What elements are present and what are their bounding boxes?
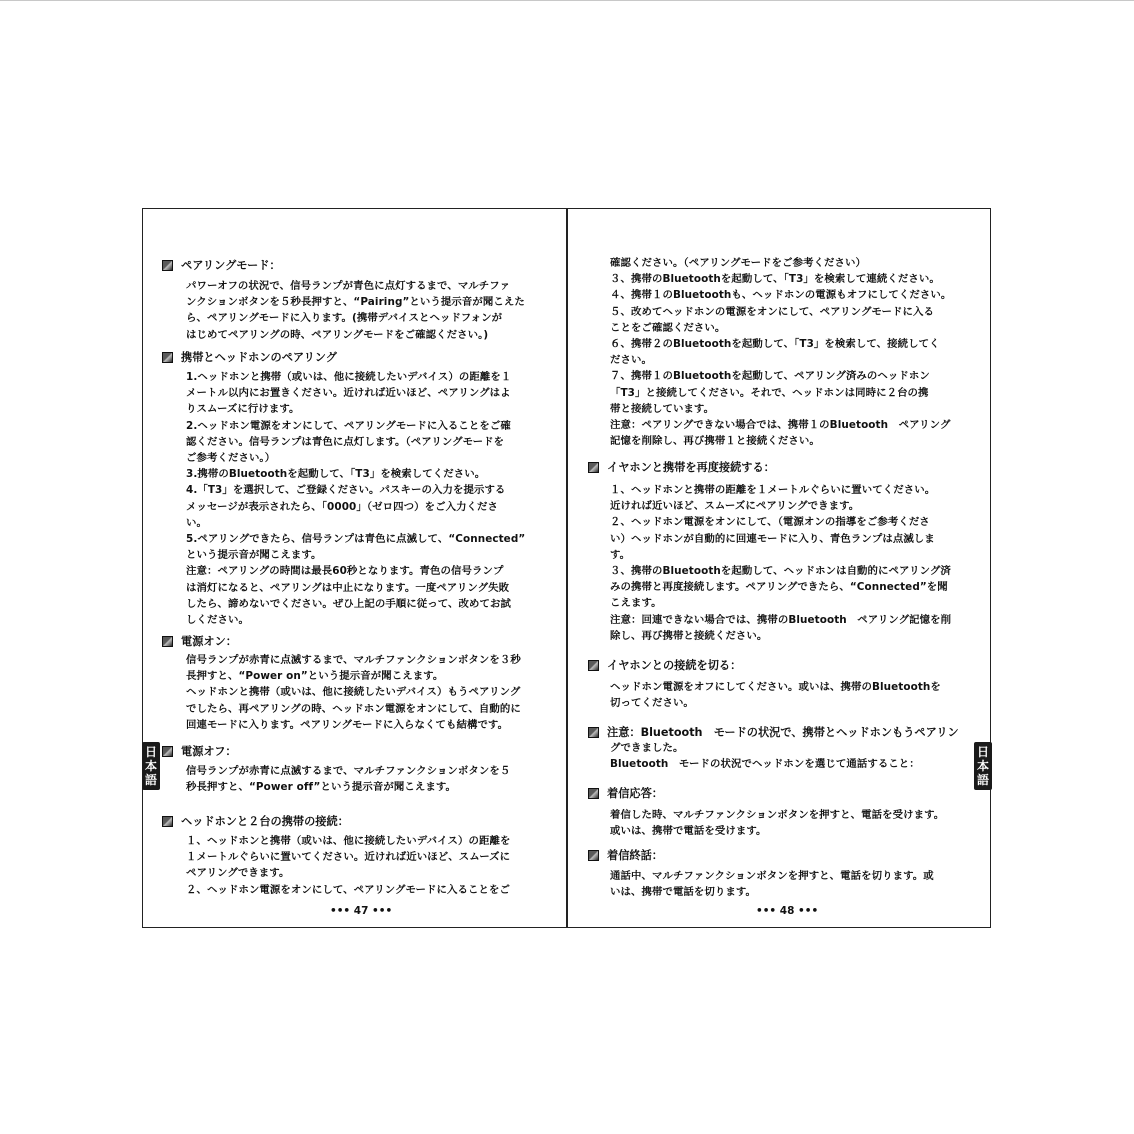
text-line: 注意：ペアリングできない場合では、携帯１のBluetooth ペアリング [610, 419, 951, 432]
section-heading [588, 725, 959, 740]
text-line: メッセージが表示されたら、「0000」（ゼロ四つ）をご入力くださ [186, 500, 499, 513]
text-line: 近ければ近いほど、スムーズにペアリングできます。 [610, 500, 860, 513]
section-heading-text: 着信終話： [607, 849, 663, 862]
text-line: 注意：ペアリングの時間は最長60秒となります。青色の信号ランプ [186, 565, 504, 578]
bullet-square-icon [162, 636, 173, 647]
text-line: はじめてペアリングの時、ペアリングモードをご確認ください。) [186, 328, 489, 341]
text-line: ７、携帯１のBluetoothを起動して、ペアリング済みのヘッドホン [610, 370, 930, 383]
tab-char: 日 [976, 745, 989, 759]
section-heading [162, 258, 281, 273]
bullet-square-icon [588, 727, 599, 738]
text-line: 切ってください。 [610, 697, 694, 710]
text-line: 確認ください。（ペアリングモードをご参考ください） [610, 257, 867, 269]
text-line: 3.携帯のBluetoothを起動して、「T3」を検索してください。 [186, 468, 486, 481]
section-body [610, 868, 934, 900]
section-heading-text: 着信応答： [607, 787, 663, 800]
section-heading-text: イヤホンとの接続を切る： [607, 659, 742, 672]
text-line: 秒長押すと、“Power off”という提示音が聞こえます。 [186, 781, 457, 794]
page-number-left: ••• 47 ••• [330, 905, 393, 917]
text-line: ３、携帯のBluetoothを起動して、「T3」を検索して連続ください。 [610, 273, 940, 286]
bullet-square-icon [162, 260, 173, 271]
text-line: ５、改めてヘッドホンの電源をオンにして、ペアリングモードに入る [610, 305, 934, 318]
text-line: いは、携帯で電話を切ります。 [610, 886, 757, 899]
bullet-square-icon [162, 352, 173, 363]
bullet-square-icon [162, 746, 173, 757]
section-body [186, 833, 510, 898]
text-line: 1.ヘッドホンと携帯（或いは、他に接続したいデバイス）の距離を１ [186, 371, 512, 383]
text-line: りスムーズに行けます。 [186, 403, 300, 416]
bullet-square-icon [588, 850, 599, 861]
bullet-square-icon [162, 816, 173, 827]
tab-char: 語 [144, 773, 157, 787]
text-line: 或いは、携帯で電話を受けます。 [610, 825, 767, 838]
section-heading-text: 電源オフ： [181, 745, 237, 758]
text-line: 長押すと、“Power on”という提示音が聞こえます。 [186, 670, 444, 683]
section-heading-text: 電源オン： [181, 635, 237, 648]
text-line: ４、携帯１のBluetoothも、ヘッドホンの電源もオフにしてください。 [610, 289, 952, 302]
language-tab-left [142, 742, 160, 790]
tab-char: 日 [144, 745, 157, 759]
text-line: 2.ヘッドホン電源をオンにして、ペアリングモードに入ることをご確 [186, 419, 511, 432]
text-line: 信号ランプが赤青に点滅するまで、マルチファンクションボタンを３秒 [186, 654, 521, 666]
text-line: い。 [186, 516, 207, 529]
text-line: 着信した時、マルチファンクションボタンを押すと、電話を受けます。 [610, 809, 945, 821]
text-line: ンクションボタンを５秒長押すと、“Pairing”という提示音が聞こえた [186, 296, 525, 309]
page-divider [566, 208, 568, 928]
text-line: ら、ペアリングモードに入ります。(携帯デバイスとヘッドフォンが [186, 312, 503, 325]
section-heading [588, 658, 741, 673]
text-line: 通話中、マルチファンクションボタンを押すと、電話を切ります。或 [610, 870, 934, 882]
section-heading-text: ヘッドホンと２台の携帯の接続： [181, 815, 349, 828]
text-line: 認ください。信号ランプは青色に点灯します。（ペアリングモードを [186, 435, 505, 448]
text-line: １、ヘッドホンと携帯（或いは、他に接続したいデバイス）の距離を [186, 835, 511, 847]
section-heading [162, 744, 237, 759]
text-line: こえます。 [610, 597, 662, 610]
section-heading-text: ペアリングモード： [181, 259, 281, 272]
bullet-square-icon [588, 660, 599, 671]
tab-char: 本 [976, 759, 989, 773]
bullet-square-icon [588, 462, 599, 473]
text-line: ご参考ください。） [186, 452, 276, 465]
tab-char: 語 [976, 773, 989, 787]
section-body [610, 807, 944, 839]
section-body [610, 679, 941, 711]
text-line: ２、ヘッドホン電源をオンにして、（電源オンの指導をご参考くださ [610, 516, 930, 529]
section-heading-text: 注意：Bluetooth モードの状況で、携帯とヘッドホンもうペアリン [607, 726, 959, 739]
text-line: ６、携帯２のBluetoothを起動して、「T3」を検索して、接続してく [610, 338, 940, 351]
top-rule [0, 0, 1134, 1]
text-line: は消灯になると、ペアリングは中止になります。一度ペアリング失敗 [186, 581, 510, 594]
section-body [610, 482, 951, 644]
text-line: でしたら、再ペアリングの時、ヘッドホン電源をオンにして、自動的に [186, 702, 521, 715]
text-line: みの携帯と再度接続します。ペアリングできたら、“Connected”を聞 [610, 581, 948, 594]
text-line: という提示音が聞こえます。 [186, 549, 322, 562]
section-heading [588, 848, 663, 863]
section-heading [162, 814, 349, 829]
section-body [186, 652, 521, 733]
text-line: しください。 [186, 614, 249, 627]
text-line: メートル以内にお置きください。近ければ近いほど、ペアリングはよ [186, 387, 511, 400]
text-line: ヘッドホン電源をオフにしてください。或いは、携帯のBluetoothを [610, 681, 941, 693]
text-line: １、ヘッドホンと携帯の距離を１メートルぐらいに置いてください。 [610, 484, 936, 496]
text-line: ださい。 [610, 354, 652, 367]
text-line: い）ヘッドホンが自動的に回連モードに入り、青色ランプは点滅しま [610, 532, 935, 545]
text-line: す。 [610, 548, 631, 561]
section-heading [588, 786, 663, 801]
text-line: 除し、再び携帯と接続ください。 [610, 629, 768, 642]
text-line: パワーオフの状況で、信号ランプが青色に点灯するまで、マルチファ [186, 280, 511, 292]
section-body [186, 369, 525, 628]
language-tab-right [974, 742, 992, 790]
text-line: ことをご確認ください。 [610, 321, 726, 334]
section-heading-text: イヤホンと携帯を再度接続する： [607, 461, 775, 474]
text-line: ペアリングできます。 [186, 867, 290, 880]
section-body [610, 255, 951, 449]
section-heading [588, 460, 775, 475]
text-line: ３、携帯のBluetoothを起動して、ヘッドホンは自動的にペアリング済 [610, 565, 951, 578]
text-line: 信号ランプが赤青に点滅するまで、マルチファンクションボタンを５ [186, 765, 511, 777]
bullet-square-icon [588, 788, 599, 799]
text-line: 回連モードに入ります。ペアリングモードに入らなくても結構です。 [186, 718, 509, 731]
text-line: 帯と接続しています。 [610, 402, 715, 415]
text-line: ヘッドホンと携帯（或いは、他に接続したいデバイス）もうペアリング [186, 686, 521, 699]
section-heading-text: 携帯とヘッドホンのペアリング [181, 351, 337, 364]
section-body [610, 740, 920, 772]
text-line: 4.「T3」を選択して、ご登録ください。パスキーの入力を提示する [186, 484, 506, 497]
text-line: 記憶を削除し、再び携帯１と接続ください。 [610, 435, 820, 448]
text-line: Bluetooth モードの状況でヘッドホンを選じて通話すること： [610, 758, 920, 771]
tab-char: 本 [144, 759, 157, 773]
text-line: グできました。 [610, 742, 684, 754]
text-line: 5.ペアリングできたら、信号ランプは青色に点滅して、“Connected” [186, 533, 526, 546]
text-line: 注意：回連できない場合では、携帯のBluetooth ペアリング記憶を削 [610, 613, 952, 626]
page-number-right: ••• 48 ••• [756, 905, 819, 917]
text-line: 「T3」と接続してください。それで、ヘッドホンは同時に２台の携 [610, 386, 929, 399]
text-line: したら、諦めないでください。ぜひ上記の手順に従って、改めてお試 [186, 597, 511, 610]
section-heading [162, 350, 337, 365]
section-heading [162, 634, 237, 649]
section-body [186, 763, 510, 795]
section-body [186, 278, 525, 343]
text-line: ２、ヘッドホン電源をオンにして、ペアリングモードに入ることをご [186, 883, 510, 896]
text-line: １メートルぐらいに置いてください。近ければ近いほど、スムーズに [186, 851, 511, 864]
